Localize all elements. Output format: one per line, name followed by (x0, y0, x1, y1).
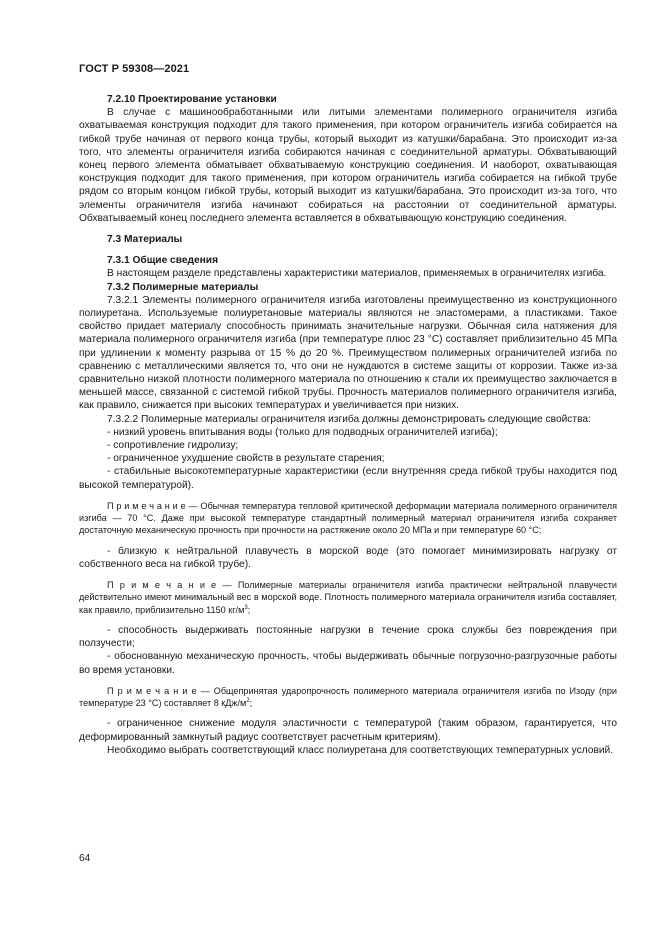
note-2 (79, 579, 617, 616)
list-item: - сопротивление гидролизу; (107, 440, 239, 452)
note-3-text: — Общепринятая ударопрочность полимерного материала ограничителя изгиба по Изоду (при температуре 23 °C) составляет 8 кДж/м (79, 685, 617, 709)
note-3 (79, 685, 617, 710)
page-number: 64 (79, 853, 91, 864)
section-7-2-10-title: 7.2.10 Проектирование установки (107, 94, 277, 105)
note-3-end: ; (249, 698, 253, 709)
section-7-3-1-paragraph: В настоящем разделе представлены характеристики материалов, применяемых в ограничителях изгиба. (107, 268, 607, 280)
section-7-3-2-2-paragraph: 7.3.2.2 Полимерные материалы ограничителя изгиба должны демонстрировать следующие свойства: (107, 413, 591, 425)
list-item: - ограниченное ухудшение свойств в результате старения; (107, 453, 385, 465)
list-item: - способность выдерживать постоянные нагрузки в течение срока службы без повреждения при ползучести; (79, 625, 617, 650)
note-2-end: ; (247, 604, 251, 615)
note-label: П р и м е ч а н и е (107, 580, 217, 591)
list-item: - близкую к нейтральной плавучесть в морской воде (это помогает минимизировать нагрузку от собственного веса на гибкой трубе). (79, 545, 617, 570)
list-item: - обоснованную механическую прочность, чтобы выдерживать обычные погрузочно-разгрузочные работы во время установки. (79, 651, 617, 676)
list-item: - ограниченное снижение модуля эластичности с температурой (таким образом, гарантируется, что деформированный замкнутый радиус соответствует расчетным критериям). (79, 718, 617, 743)
section-7-3-1-title: 7.3.1 Общие сведения (107, 255, 219, 267)
note-2-text: — Полимерные материалы ограничителя изгиба практически нейтральной плавучести действительно имеют минимальный вес в морской воде. Плотность полимерного материала ограничителя изгиба составляет, как правило, приблизительно 1150 кг/м (79, 580, 617, 615)
list-item: - низкий уровень впитывания воды (только для подводных ограничителей изгиба); (107, 426, 498, 438)
section-7-3-2-1-paragraph: 7.3.2.1 Элементы полимерного ограничителя изгиба изготовлены преимущественно из конструкционного полиуретана. Используемые полиуретановые материалы являются не эластомерами, а пластиками. Такое свойство придает материалу способность принимать значительные нагрузки. Обычная сила натяжения для материала полимерного ограничителя изгиба (при температуре плюс 23 °С) составляет приблизительно 45 МПа при удлинении к моменту разрыва от 15 % до 20 %. Преимуществом полимерных ограничителей изгиба по сравнению с металлическими является то, что они не нуждаются в системе защиты от коррозии. Также из-за сравнительно низкой плотности полимерного материала по отношению к стали их преимущество заключается в меньшей массе, связанной с системой гибкой трубы. Прочность материалов полимерного ограничителя изгиба, как правило, снижается при высоких температурах и увеличивается при низких. (79, 294, 617, 412)
note-label: П р и м е ч а н и е (107, 685, 197, 696)
note-1 (79, 500, 617, 537)
note-label: П р и м е ч а н и е (107, 500, 186, 511)
section-7-3-2-title: 7.3.2 Полимерные материалы (107, 281, 259, 293)
note-2-superscript: 3 (244, 604, 248, 611)
note-1-text: — Обычная температура тепловой критической деформации материала полимерного ограничителя изгиба — 70 °C. Даже при высокой температуре стандартный полимерный материал ограничителя изгиба сохраняет достаточную механическую прочность при прочности на растяжение около 20 МПа и при температуре 60 °C; (79, 500, 617, 536)
section-7-3-title: 7.3 Материалы (107, 234, 183, 246)
standard-header: ГОСТ Р 59308—2021 (79, 63, 190, 75)
note-3-superscript: 2 (246, 698, 250, 705)
document-body (79, 93, 617, 757)
list-item: - стабильные высокотемпературные характеристики (если внутренняя среда гибкой трубы находится под высокой температурой). (79, 466, 617, 491)
section-7-2-10-paragraph: В случае с машинообработанными или литыми элементами полимерного ограничителя изгиба охватываемая конструкция подходит для такого применения, при котором ограничитель изгиба собирается на гибкой трубе начиная от первого конца трубы, который выходит из катушки/барабана. Это происходит из-за того, что элементы ограничителя изгиба собираются начиная с соединительной арматуры. Обхватывающий конец первого элемента обматывает обхватываемую конструкцию соединения. И наоборот, охватывающая конструкция подходит для такого применения, при котором ограничитель изгиба собирается на гибкой трубе рядом со вторым концом гибкой трубы, который выходит из катушки/барабана. Это происходит из-за того, что элементы ограничителя изгиба начинают собираться на расстоянии от соединительной арматуры. Обхватываемый конец последнего элемента вставляется в обхватывающую конструкцию соединения. (79, 107, 617, 224)
section-7-3-2-closing-paragraph: Необходимо выбрать соответствующий класс полиуретана для соответствующих температурных условий. (107, 744, 614, 756)
